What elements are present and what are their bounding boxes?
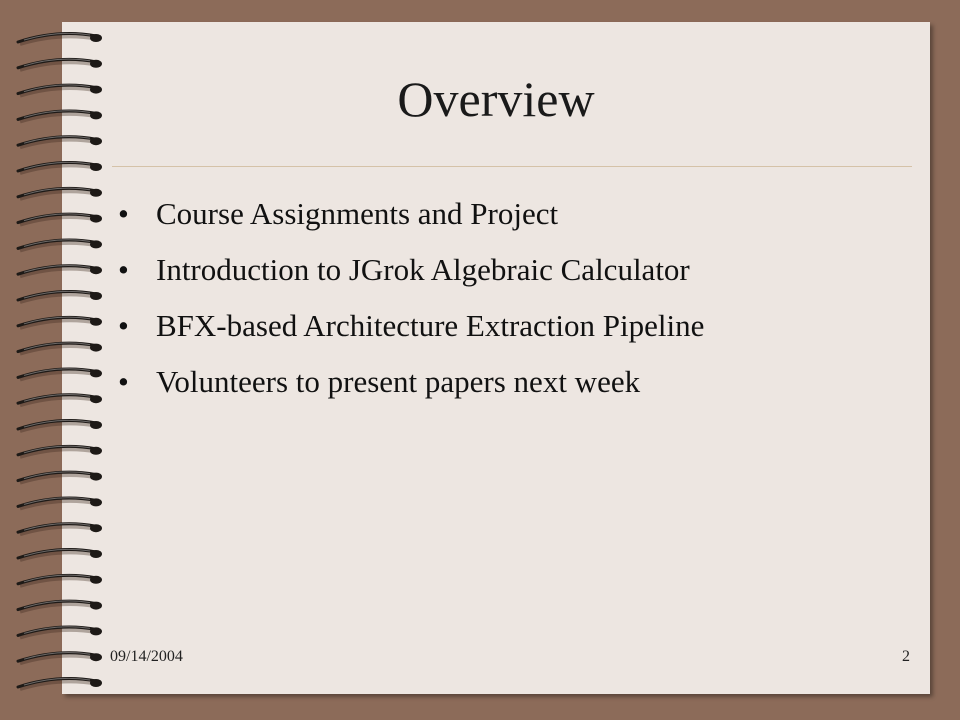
spiral-ring (18, 678, 102, 689)
spiral-ring (18, 266, 102, 277)
bullet-text: BFX-based Architecture Extraction Pipeline (156, 308, 705, 343)
spiral-ring (18, 575, 102, 586)
spiral-ring (18, 420, 102, 431)
bullet-marker: • (118, 196, 129, 231)
bullet-marker: • (118, 252, 129, 287)
spiral-ring (18, 343, 102, 354)
spiral-ring (18, 446, 102, 457)
spiral-ring (18, 549, 102, 560)
spiral-ring (18, 162, 102, 173)
spiral-ring (18, 59, 102, 70)
bullet-text: Introduction to JGrok Algebraic Calculator (156, 252, 690, 287)
spiral-ring (18, 188, 102, 199)
spiral-ring (18, 317, 102, 328)
spiral-ring (18, 291, 102, 302)
spiral-ring (18, 472, 102, 483)
title-divider (112, 166, 912, 167)
bullet-item (118, 360, 704, 416)
bullet-item (118, 248, 704, 304)
spiral-ring (18, 240, 102, 251)
spiral-ring (18, 627, 102, 638)
spiral-ring (18, 524, 102, 535)
bullet-marker: • (118, 364, 129, 399)
spiral-ring (18, 653, 102, 664)
spiral-ring (18, 601, 102, 612)
footer-page-number: 2 (902, 648, 910, 665)
bullet-item (118, 192, 704, 248)
spiral-ring (18, 498, 102, 509)
bullet-marker: • (118, 308, 129, 343)
bullet-list (118, 192, 704, 416)
bullet-text: Volunteers to present papers next week (156, 364, 641, 399)
footer-date: 09/14/2004 (110, 648, 183, 665)
spiral-ring (18, 33, 102, 44)
bullet-item (118, 304, 704, 360)
slide-title: Overview (397, 71, 595, 127)
spiral-ring (18, 395, 102, 406)
spiral-ring (18, 137, 102, 148)
bullet-text: Course Assignments and Project (156, 196, 559, 231)
spiral-ring (18, 214, 102, 225)
spiral-ring (18, 369, 102, 380)
